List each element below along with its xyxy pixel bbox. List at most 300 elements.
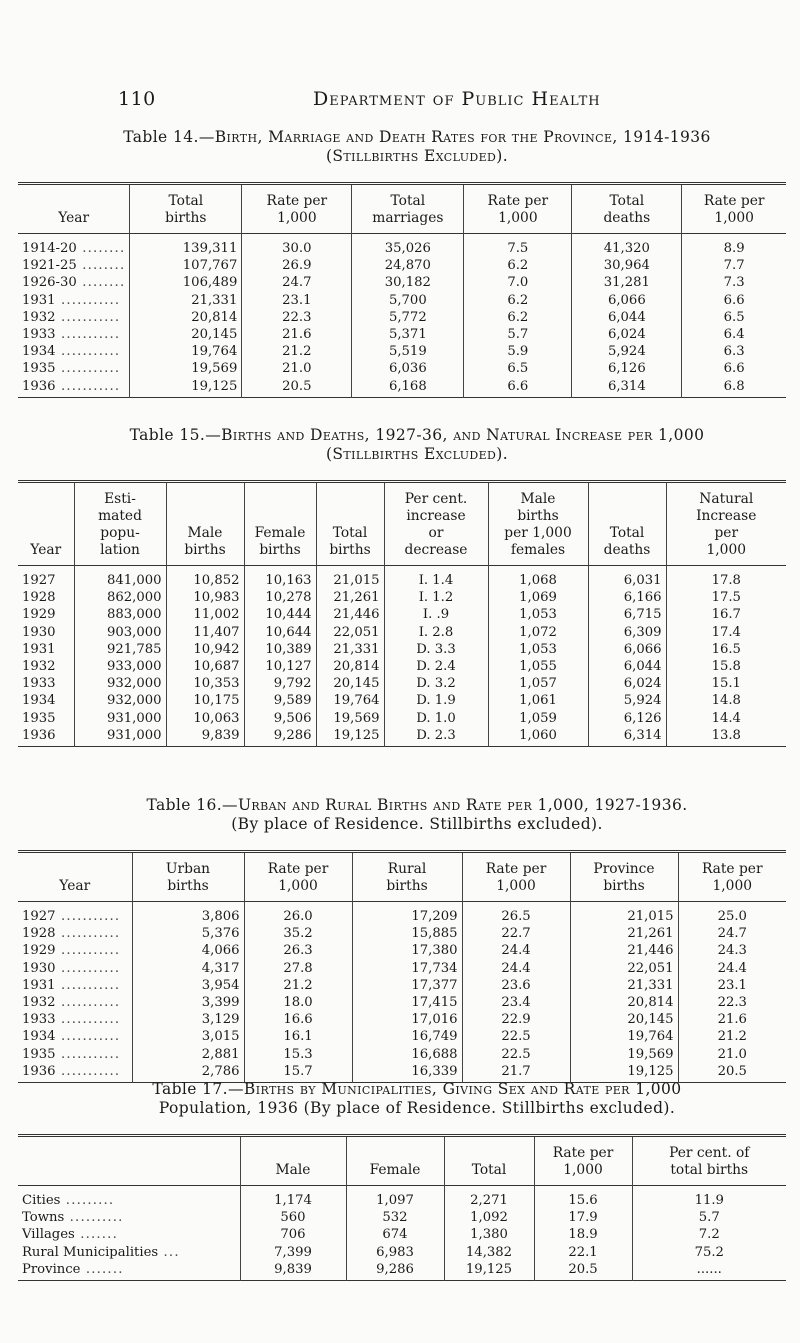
table-row	[18, 641, 786, 658]
table-15-section	[18, 426, 786, 747]
table-cell: 6.4	[682, 326, 786, 343]
column-header: Rate per 1,000	[534, 1136, 632, 1186]
table-cell: 20,814	[570, 994, 678, 1011]
table-cell: 15.3	[244, 1046, 352, 1063]
table-16-caption	[18, 796, 786, 834]
table-16-header-row	[18, 852, 786, 902]
table-cell: 21,331	[316, 641, 384, 658]
table-16-number: Table 16.	[146, 796, 223, 814]
table-cell: 6,983	[346, 1244, 444, 1261]
column-header: Year	[30, 542, 62, 558]
table-cell: 22.1	[534, 1244, 632, 1261]
table-cell: 22.3	[678, 994, 786, 1011]
table-row	[18, 257, 786, 274]
leader-dots: ...........	[55, 995, 121, 1011]
table-cell: 24.4	[678, 960, 786, 977]
column-header: Year	[59, 878, 91, 894]
table-row	[18, 1226, 786, 1243]
table-16-section	[18, 796, 786, 1083]
table-cell: 24,870	[352, 257, 464, 274]
table-cell: 6,126	[588, 710, 666, 727]
table-cell: 21.7	[462, 1063, 570, 1083]
table-cell: 20,814	[316, 658, 384, 675]
table-row	[18, 925, 786, 942]
table-cell: 22,051	[316, 624, 384, 641]
table-cell: 932,000	[74, 675, 166, 692]
row-label-cell: 1927 ...........	[22, 909, 121, 924]
table-row	[18, 1186, 786, 1210]
table-cell: 10,983	[166, 589, 244, 606]
table-17-number: Table 17.	[152, 1080, 229, 1098]
table-cell: 5.7	[464, 326, 572, 343]
table-cell: 21.6	[678, 1011, 786, 1028]
leader-dots: ..........	[64, 1210, 124, 1226]
table-14-title: —Birth, Marriage and Death Rates for the Province, 1914-1936	[198, 128, 711, 146]
table-cell: 9,839	[240, 1261, 346, 1281]
table-cell: 19,569	[570, 1046, 678, 1063]
table-row	[18, 589, 786, 606]
leader-dots: .........	[60, 1193, 115, 1208]
table-cell: 21.2	[678, 1028, 786, 1045]
leader-dots: ...........	[55, 1046, 121, 1062]
table-row	[18, 624, 786, 641]
table-cell: 6,044	[572, 309, 682, 326]
table-cell: 16.5	[666, 641, 786, 658]
table-cell: 2,786	[132, 1063, 244, 1083]
table-cell: 20.5	[678, 1063, 786, 1083]
table-16-body	[18, 902, 786, 1083]
table-cell: 23.6	[462, 977, 570, 994]
table-cell: 5,772	[352, 309, 464, 326]
table-cell: 921,785	[74, 641, 166, 658]
table-cell: 16.1	[244, 1028, 352, 1045]
column-header: Rate per 1,000	[678, 852, 786, 902]
leader-dots: ...........	[55, 292, 121, 308]
table-cell: D. 3.2	[384, 675, 488, 692]
table-cell: 20,145	[316, 675, 384, 692]
row-label-cell: 1930	[22, 624, 56, 640]
table-cell: 1,061	[488, 692, 588, 709]
column-header	[18, 1136, 240, 1186]
table-row	[18, 727, 786, 747]
page-number: 110	[118, 88, 156, 110]
table-cell: I. .9	[384, 606, 488, 623]
table-cell: I. 1.2	[384, 589, 488, 606]
table-cell: 883,000	[74, 606, 166, 623]
table-cell: 14,382	[444, 1244, 534, 1261]
table-cell: 6,024	[588, 675, 666, 692]
column-header: Total marriages	[352, 184, 464, 234]
leader-dots: ...........	[55, 943, 121, 959]
row-label-cell: 1933 ...........	[22, 327, 121, 343]
row-label-cell: 1932	[22, 659, 56, 675]
table-cell: 933,000	[74, 658, 166, 675]
table-cell: 6.6	[682, 360, 786, 377]
table-17-caption	[18, 1080, 786, 1118]
table-cell: 24.7	[242, 274, 352, 291]
table-cell: 11.9	[632, 1186, 786, 1210]
table-cell: 19,125	[130, 378, 242, 398]
table-cell: 17.9	[534, 1209, 632, 1226]
column-header: Male births per 1,000 females	[488, 482, 588, 566]
row-label-cell: 1928	[22, 590, 56, 606]
table-cell: 21,331	[130, 292, 242, 309]
table-cell: 75.2	[632, 1244, 786, 1261]
table-cell: 23.4	[462, 994, 570, 1011]
table-cell: 6.2	[464, 292, 572, 309]
table-cell: 20,814	[130, 309, 242, 326]
table-cell: 903,000	[74, 624, 166, 641]
row-label-cell: 1934	[22, 693, 56, 709]
table-cell: 6.8	[682, 378, 786, 398]
table-cell: 24.4	[462, 942, 570, 959]
row-label-cell: 1933 ...........	[22, 1012, 121, 1028]
table-row	[18, 1011, 786, 1028]
table-cell: 20.5	[534, 1261, 632, 1281]
table-cell: 7,399	[240, 1244, 346, 1261]
table-cell: 932,000	[74, 692, 166, 709]
table-cell: 2,881	[132, 1046, 244, 1063]
table-row	[18, 1046, 786, 1063]
table-cell: 532	[346, 1209, 444, 1226]
table-cell: 5,924	[572, 343, 682, 360]
table-cell: 21.2	[244, 977, 352, 994]
table-cell: 22.5	[462, 1046, 570, 1063]
table-cell: 17,377	[352, 977, 462, 994]
table-cell: 17,209	[352, 902, 462, 926]
table-cell: 16.7	[666, 606, 786, 623]
table-14-number: Table 14.	[123, 128, 199, 146]
leader-dots: ...........	[55, 909, 121, 924]
table-14-caption	[18, 128, 786, 166]
table-cell: 18.9	[534, 1226, 632, 1243]
table-cell: 16.6	[244, 1011, 352, 1028]
table-cell: 1,069	[488, 589, 588, 606]
table-14	[18, 182, 786, 398]
table-cell: 1,059	[488, 710, 588, 727]
table-cell: 19,764	[130, 343, 242, 360]
table-cell: 15.8	[666, 658, 786, 675]
leader-dots: .......	[74, 1227, 118, 1243]
table-cell: 15.6	[534, 1186, 632, 1210]
table-cell: 9,286	[244, 727, 316, 747]
column-header: Esti- mated popu- lation	[74, 482, 166, 566]
row-label-cell: 1929 ...........	[22, 943, 121, 959]
table-cell: 26.3	[244, 942, 352, 959]
leader-dots: ...........	[55, 378, 121, 394]
table-cell: 17.5	[666, 589, 786, 606]
table-cell: 26.0	[244, 902, 352, 926]
table-cell: 21,446	[570, 942, 678, 959]
row-label-cell: 1936 ...........	[22, 1063, 121, 1079]
table-cell: 10,063	[166, 710, 244, 727]
table-cell: I. 2.8	[384, 624, 488, 641]
table-cell: 1,060	[488, 727, 588, 747]
table-cell: D. 2.3	[384, 727, 488, 747]
table-cell: 30,964	[572, 257, 682, 274]
row-label-cell: 1921-25 ........	[22, 258, 126, 274]
table-cell: 19,125	[316, 727, 384, 747]
table-17-section	[18, 1080, 786, 1281]
table-cell: 674	[346, 1226, 444, 1243]
row-label-cell: 1932 ...........	[22, 995, 121, 1011]
table-17-title: —Births by Municipalities, Giving Sex and Rate per 1,000	[228, 1080, 682, 1098]
column-header: Per cent. of total births	[632, 1136, 786, 1186]
table-cell: 10,353	[166, 675, 244, 692]
table-cell: 21.0	[242, 360, 352, 377]
row-label-cell: 1928 ...........	[22, 926, 121, 942]
table-cell: 21,261	[570, 925, 678, 942]
table-cell: 21.6	[242, 326, 352, 343]
table-cell: 1,057	[488, 675, 588, 692]
column-header: Total births	[130, 184, 242, 234]
leader-dots: ...........	[55, 1012, 121, 1028]
table-cell: 21.0	[678, 1046, 786, 1063]
table-cell: 7.5	[464, 234, 572, 258]
leader-dots: ...........	[55, 1063, 121, 1079]
table-cell: D. 2.4	[384, 658, 488, 675]
row-label-cell: 1926-30 ........	[22, 275, 126, 291]
row-label-cell: Province .......	[22, 1261, 124, 1277]
table-cell: 1,068	[488, 566, 588, 590]
table-cell: 3,015	[132, 1028, 244, 1045]
table-cell: 106,489	[130, 274, 242, 291]
table-cell: 17,016	[352, 1011, 462, 1028]
table-15-header-row	[18, 482, 786, 566]
table-row	[18, 977, 786, 994]
leader-dots: ...........	[55, 960, 121, 976]
table-cell: 19,125	[444, 1261, 534, 1281]
table-cell: 10,389	[244, 641, 316, 658]
table-cell: 7.0	[464, 274, 572, 291]
table-cell: 3,129	[132, 1011, 244, 1028]
table-row	[18, 1209, 786, 1226]
table-row	[18, 692, 786, 709]
table-cell: 6,031	[588, 566, 666, 590]
table-cell: 30.0	[242, 234, 352, 258]
table-cell: 15.1	[666, 675, 786, 692]
table-cell: 14.8	[666, 692, 786, 709]
table-15-subtitle: (Stillbirths Excluded).	[325, 445, 509, 463]
row-label-cell: 1930 ...........	[22, 960, 121, 976]
leader-dots: ...........	[55, 977, 121, 993]
table-cell: 10,852	[166, 566, 244, 590]
leader-dots: ........	[76, 275, 126, 291]
table-cell: 6,314	[588, 727, 666, 747]
table-cell: 6,166	[588, 589, 666, 606]
table-cell: D. 1.9	[384, 692, 488, 709]
table-row	[18, 566, 786, 590]
row-label-cell: 1932 ...........	[22, 309, 121, 325]
table-cell: 11,002	[166, 606, 244, 623]
table-cell: 17.4	[666, 624, 786, 641]
table-cell: 17,380	[352, 942, 462, 959]
table-row	[18, 658, 786, 675]
table-cell: 841,000	[74, 566, 166, 590]
row-label-cell: 1934 ...........	[22, 344, 121, 360]
table-row	[18, 326, 786, 343]
table-17-body	[18, 1186, 786, 1281]
table-cell: 6.2	[464, 309, 572, 326]
row-label-cell: 1931 ...........	[22, 977, 121, 993]
table-row	[18, 1244, 786, 1261]
table-cell: 11,407	[166, 624, 244, 641]
table-cell: D. 3.3	[384, 641, 488, 658]
table-cell: 22.9	[462, 1011, 570, 1028]
table-cell: 6,036	[352, 360, 464, 377]
table-cell: 6,126	[572, 360, 682, 377]
table-cell: 26.5	[462, 902, 570, 926]
table-cell: 6,715	[588, 606, 666, 623]
leader-dots: ........	[76, 241, 126, 256]
table-cell: 17,415	[352, 994, 462, 1011]
table-cell: 931,000	[74, 727, 166, 747]
table-cell: 22.3	[242, 309, 352, 326]
row-label-cell: Towns ..........	[22, 1210, 124, 1226]
table-cell: 4,066	[132, 942, 244, 959]
running-title: Department of Public Health	[313, 88, 601, 110]
table-cell: 21,015	[570, 902, 678, 926]
row-label-cell: Rural Municipalities ...	[22, 1244, 180, 1260]
table-row	[18, 710, 786, 727]
table-cell: 6,066	[572, 292, 682, 309]
table-cell: 706	[240, 1226, 346, 1243]
table-row	[18, 234, 786, 258]
table-cell: 5.9	[464, 343, 572, 360]
row-label-cell: 1929	[22, 607, 56, 623]
table-cell: 31,281	[572, 274, 682, 291]
table-15-caption	[18, 426, 786, 464]
table-cell: 22.5	[462, 1028, 570, 1045]
table-row	[18, 343, 786, 360]
leader-dots: ...........	[55, 344, 121, 360]
column-header: Male	[240, 1136, 346, 1186]
table-cell: 25.0	[678, 902, 786, 926]
leader-dots: ...	[158, 1244, 180, 1260]
row-label-cell: 1935 ...........	[22, 1046, 121, 1062]
table-cell: 21.2	[242, 343, 352, 360]
leader-dots: ...........	[55, 361, 121, 377]
leader-dots: ...........	[55, 327, 121, 343]
table-row	[18, 606, 786, 623]
table-row	[18, 1261, 786, 1281]
table-cell: 1,092	[444, 1209, 534, 1226]
table-16-subtitle: (By place of Residence. Stillbirths excluded).	[231, 815, 603, 833]
row-label-cell: 1931	[22, 641, 56, 657]
table-cell: 26.9	[242, 257, 352, 274]
table-cell: 15.7	[244, 1063, 352, 1083]
table-cell: 10,644	[244, 624, 316, 641]
column-header: Rural births	[352, 852, 462, 902]
table-14-header-row	[18, 184, 786, 234]
table-cell: 20.5	[242, 378, 352, 398]
table-cell: 16,688	[352, 1046, 462, 1063]
table-cell: 1,174	[240, 1186, 346, 1210]
table-row	[18, 960, 786, 977]
leader-dots: ...........	[55, 309, 121, 325]
table-cell: 16,339	[352, 1063, 462, 1083]
table-cell: 10,163	[244, 566, 316, 590]
column-header: Total deaths	[588, 482, 666, 566]
column-header: Rate per 1,000	[682, 184, 786, 234]
table-14-section	[18, 128, 786, 398]
table-cell: 14.4	[666, 710, 786, 727]
table-cell: 5,924	[588, 692, 666, 709]
table-cell: D. 1.0	[384, 710, 488, 727]
table-cell: 19,569	[130, 360, 242, 377]
table-cell: 7.3	[682, 274, 786, 291]
table-cell: 19,125	[570, 1063, 678, 1083]
table-cell: 9,839	[166, 727, 244, 747]
table-cell: 6,168	[352, 378, 464, 398]
table-cell: 24.3	[678, 942, 786, 959]
table-cell: 6,024	[572, 326, 682, 343]
table-row	[18, 309, 786, 326]
table-cell: 35,026	[352, 234, 464, 258]
table-16	[18, 850, 786, 1083]
table-cell: 6.5	[464, 360, 572, 377]
column-header: Province births	[570, 852, 678, 902]
column-header: Female births	[244, 482, 316, 566]
leader-dots: ...........	[55, 1029, 121, 1045]
table-row	[18, 378, 786, 398]
row-label-cell: 1934 ...........	[22, 1029, 121, 1045]
table-cell: 5,376	[132, 925, 244, 942]
row-label-cell: 1927	[22, 573, 56, 588]
table-cell: 30,182	[352, 274, 464, 291]
table-cell: 20,145	[570, 1011, 678, 1028]
table-cell: 6.3	[682, 343, 786, 360]
table-14-body	[18, 234, 786, 398]
column-header: Rate per 1,000	[242, 184, 352, 234]
table-cell: 22.7	[462, 925, 570, 942]
table-cell: 24.4	[462, 960, 570, 977]
table-cell: 6,314	[572, 378, 682, 398]
table-cell: 35.2	[244, 925, 352, 942]
table-cell: 19,569	[316, 710, 384, 727]
table-cell: 21,261	[316, 589, 384, 606]
table-17-subtitle: Population, 1936 (By place of Residence. Stillbirths excluded).	[158, 1099, 676, 1117]
table-cell: 3,806	[132, 902, 244, 926]
table-row	[18, 274, 786, 291]
table-cell: 10,175	[166, 692, 244, 709]
column-header: Rate per 1,000	[464, 184, 572, 234]
table-cell: 862,000	[74, 589, 166, 606]
table-cell: 1,053	[488, 641, 588, 658]
table-cell: 9,506	[244, 710, 316, 727]
table-row	[18, 292, 786, 309]
table-row	[18, 1028, 786, 1045]
table-cell: 10,278	[244, 589, 316, 606]
table-cell: 21,015	[316, 566, 384, 590]
table-cell: 4,317	[132, 960, 244, 977]
table-cell: 23.1	[242, 292, 352, 309]
table-cell: 6.5	[682, 309, 786, 326]
table-cell: 6,044	[588, 658, 666, 675]
row-label-cell: 1936 ...........	[22, 378, 121, 394]
row-label-cell: 1914-20 ........	[22, 241, 126, 256]
table-cell: 18.0	[244, 994, 352, 1011]
table-row	[18, 902, 786, 926]
table-cell: 17.8	[666, 566, 786, 590]
row-label-cell: Villages .......	[22, 1227, 118, 1243]
table-cell: 5.7	[632, 1209, 786, 1226]
table-cell: 9,589	[244, 692, 316, 709]
row-label-cell: Cities .........	[22, 1193, 115, 1208]
table-cell: 41,320	[572, 234, 682, 258]
table-17-header-row	[18, 1136, 786, 1186]
leader-dots: .......	[80, 1261, 124, 1277]
